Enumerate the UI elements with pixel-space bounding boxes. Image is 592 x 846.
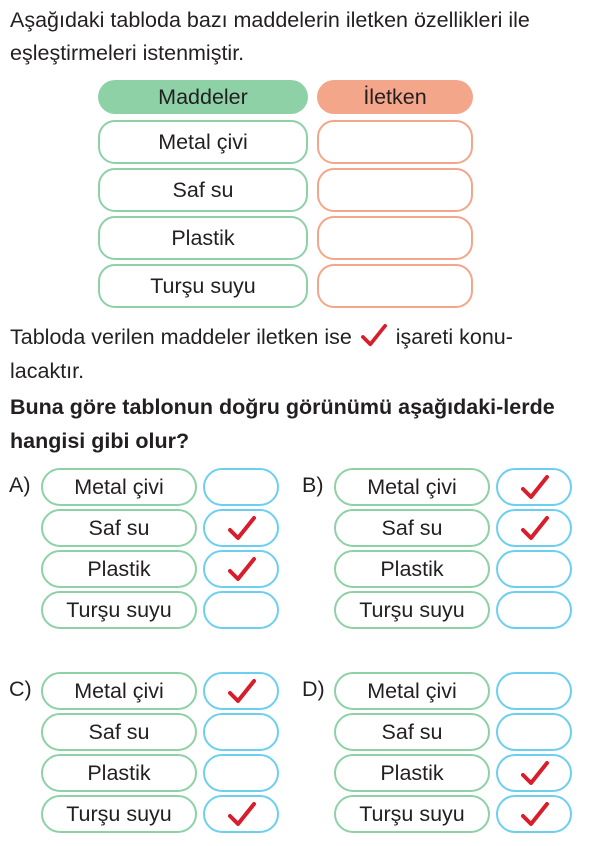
intro-text: Aşağıdaki tabloda bazı maddelerin iletken özellikleri ile eşleştirmeleri istenmiştir.	[10, 8, 530, 65]
option-check-cell	[203, 795, 279, 833]
option-check-cell	[203, 713, 279, 751]
check-icon	[228, 516, 256, 542]
conductor-cell[interactable]	[317, 216, 473, 260]
option-check-cell	[496, 754, 572, 792]
option-check-cell	[203, 591, 279, 629]
option-row	[334, 468, 574, 506]
header-iletken: İletken	[317, 80, 473, 114]
check-icon	[228, 802, 256, 828]
option-check-cell	[203, 468, 279, 506]
option-row	[41, 713, 281, 751]
option-letter: C)	[9, 677, 32, 701]
option-letter: A)	[9, 473, 31, 497]
option-row	[334, 795, 574, 833]
option-check-cell	[203, 509, 279, 547]
option-row	[41, 754, 281, 792]
option-check-cell	[203, 754, 279, 792]
option-row	[41, 795, 281, 833]
option-material-cell: Metal çivi	[41, 468, 197, 506]
instruction-text	[10, 320, 585, 388]
check-icon	[521, 475, 549, 501]
table-row	[98, 216, 473, 260]
option-material-cell: Turşu suyu	[334, 795, 490, 833]
option-letter: D)	[302, 677, 325, 701]
option-row	[41, 468, 281, 506]
instruction-after: işareti konu-lacaktır.	[10, 325, 513, 383]
table-row	[98, 120, 473, 164]
option-check-cell	[496, 591, 572, 629]
option-row	[41, 550, 281, 588]
check-icon	[521, 516, 549, 542]
option-row	[334, 509, 574, 547]
option-material-cell: Metal çivi	[334, 468, 490, 506]
conductor-cell[interactable]	[317, 264, 473, 308]
option-material-cell: Saf su	[334, 713, 490, 751]
option-material-cell: Metal çivi	[334, 672, 490, 710]
table-row	[98, 168, 473, 212]
check-icon	[521, 802, 549, 828]
table-row	[98, 264, 473, 308]
material-cell: Metal çivi	[98, 120, 308, 164]
option-row	[334, 591, 574, 629]
option-check-cell	[496, 509, 572, 547]
option-material-cell: Metal çivi	[41, 672, 197, 710]
check-icon	[228, 679, 256, 705]
material-cell: Saf su	[98, 168, 308, 212]
check-icon	[361, 324, 387, 348]
option-check-cell	[203, 550, 279, 588]
option-material-cell: Saf su	[41, 713, 197, 751]
option-row	[41, 591, 281, 629]
conductor-cell[interactable]	[317, 120, 473, 164]
option-check-cell	[496, 713, 572, 751]
option-material-cell: Turşu suyu	[41, 591, 197, 629]
conductor-cell[interactable]	[317, 168, 473, 212]
question-text: Buna göre tablonun doğru görünümü aşağıdaki-lerde hangisi gibi olur?	[10, 395, 555, 453]
option-material-cell: Plastik	[41, 550, 197, 588]
option-check-cell	[496, 468, 572, 506]
material-cell: Turşu suyu	[98, 264, 308, 308]
option-row	[334, 550, 574, 588]
option-material-cell: Turşu suyu	[334, 591, 490, 629]
option-check-cell	[496, 795, 572, 833]
instruction-before: Tabloda verilen maddeler iletken ise	[10, 325, 352, 349]
option-material-cell: Plastik	[41, 754, 197, 792]
option-material-cell: Turşu suyu	[41, 795, 197, 833]
check-icon	[228, 557, 256, 583]
option-check-cell	[203, 672, 279, 710]
material-cell: Plastik	[98, 216, 308, 260]
option-letter: B)	[302, 473, 324, 497]
option-row	[334, 672, 574, 710]
option-check-cell	[496, 550, 572, 588]
option-row	[334, 754, 574, 792]
option-material-cell: Saf su	[334, 509, 490, 547]
option-row	[334, 713, 574, 751]
header-maddeler: Maddeler	[98, 80, 308, 114]
option-material-cell: Saf su	[41, 509, 197, 547]
option-material-cell: Plastik	[334, 550, 490, 588]
option-check-cell	[496, 672, 572, 710]
option-row	[41, 672, 281, 710]
option-row	[41, 509, 281, 547]
option-material-cell: Plastik	[334, 754, 490, 792]
check-icon	[521, 761, 549, 787]
